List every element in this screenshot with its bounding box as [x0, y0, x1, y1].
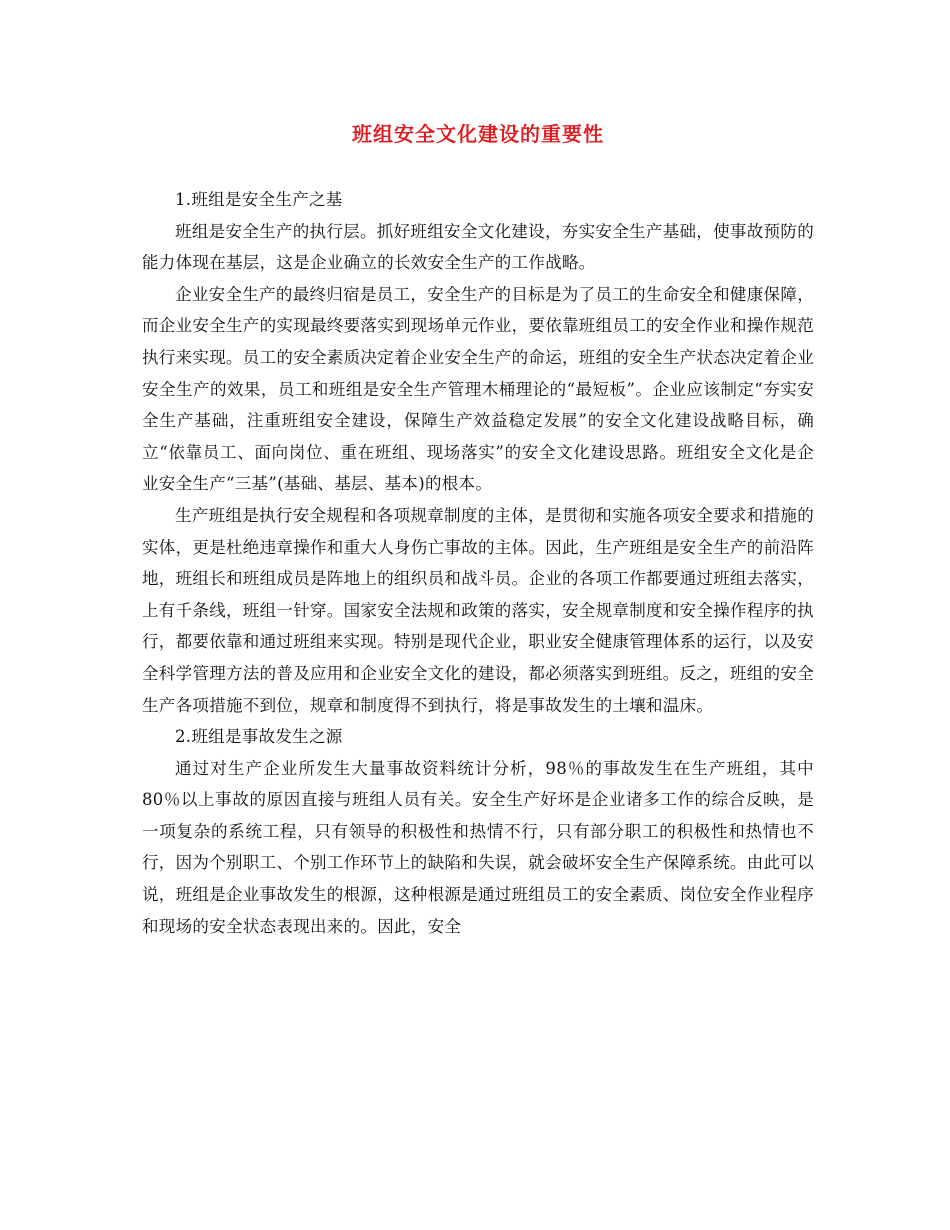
paragraph: 生产班组是执行安全规程和各项规章制度的主体，是贯彻和实施各项安全要求和措施的实体，更是杜绝违章操作和重大人身伤亡事故的主体。因此，生产班组是安全生产的前沿阵地，班组长和班组成员是阵地上的组织员和战斗员。企业的各项工作都要通过班组去落实，上有千条线，班组一针穿。国家安全法规和政策的落实，安全规章制度和安全操作程序的执行，都要依靠和通过班组来实现。特别是现代企业，职业安全健康管理体系的运行，以及安全科学管理方法的普及应用和企业安全文化的建设，都必须落实到班组。反之，班组的安全生产各项措施不到位，规章和制度得不到执行，将是事故发生的土壤和温床。	[142, 505, 814, 715]
document-body	[142, 184, 814, 942]
section-heading-2: 2.班组是事故发生之源	[175, 727, 343, 747]
paragraph: 通过对生产企业所发生大量事故资料统计分析，98％的事故发生在生产班组，其中80％以上事故的原因直接与班组人员有关。安全生产好坏是企业诸多工作的综合反映，是一项复杂的系统工程，只有领导的积极性和热情不行，只有部分职工的积极性和热情也不行，因为个别职工、个别工作环节上的缺陷和失误，就会破坏安全生产保障系统。由此可以说，班组是企业事故发生的根源，这种根源是通过班组员工的安全素质、岗位安全作业程序和现场的安全状态表现出来的。因此，安全	[142, 758, 814, 936]
document-page	[142, 118, 814, 942]
paragraph: 企业安全生产的最终归宿是员工，安全生产的目标是为了员工的生命安全和健康保障，而企业安全生产的实现最终要落实到现场单元作业，要依靠班组员工的安全作业和操作规范执行来实现。员工的安全素质决定着企业安全生产的命运，班组的安全生产状态决定着企业安全生产的效果，员工和班组是安全生产管理木桶理论的“最短板”。企业应该制定“夯实安全生产基础，注重班组安全建设，保障生产效益稳定发展”的安全文化建设战略目标，确立“依靠员工、面向岗位、重在班组、现场落实”的安全文化建设思路。班组安全文化是企业安全生产“三基”(基础、基层、基本)的根本。	[142, 284, 814, 494]
paragraph: 班组是安全生产的执行层。抓好班组安全文化建设，夯实安全生产基础，使事故预防的能力体现在基层，这是企业确立的长效安全生产的工作战略。	[142, 221, 814, 273]
section-heading-1: 1.班组是安全生产之基	[175, 190, 343, 209]
document-title: 班组安全文化建设的重要性	[352, 122, 604, 146]
